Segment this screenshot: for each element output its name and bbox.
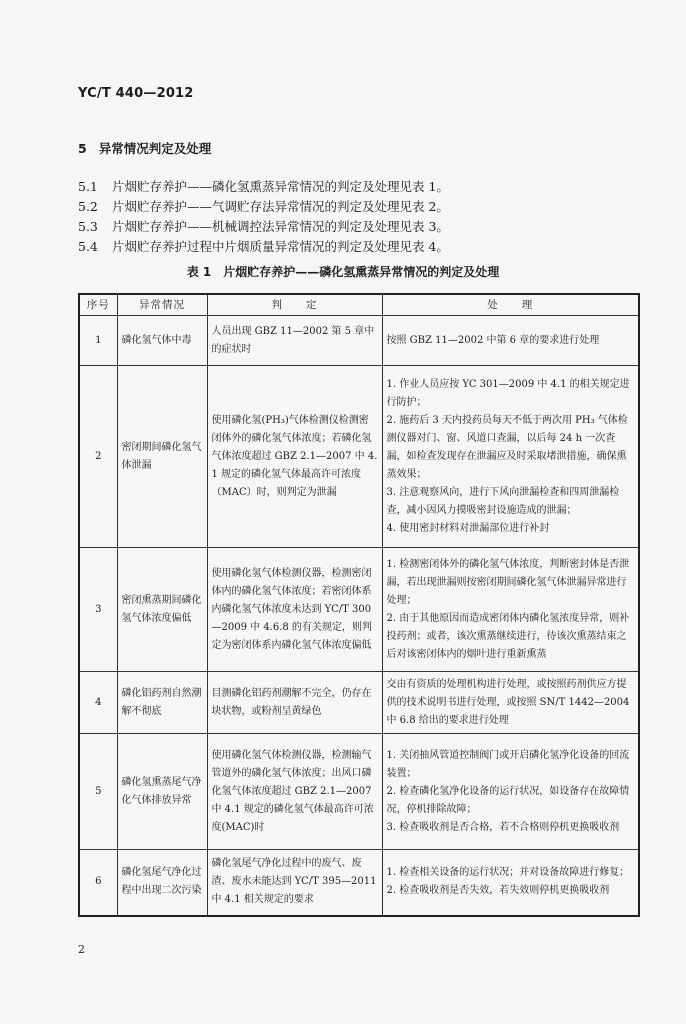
- row-number: 4: [79, 672, 117, 734]
- row-number: 2: [79, 366, 117, 548]
- abnormal-cell: 磷化氢气体中毒: [117, 316, 207, 366]
- handle-line: 2. 检查磷化氢净化设备的运行状况，如设备存在故障情况，停机排除故障；: [386, 785, 630, 815]
- row-number: 5: [79, 734, 117, 850]
- section-heading: [78, 139, 211, 157]
- judge-cell: 使用磷化氢气体检测仪器，检测输气管道外的磷化氢气体浓度；出风口磷化氢气体浓度超过 GBZ 2.1—2007 中 4.1 规定的磷化氢气体最高许可浓度(MAC)时: [207, 734, 382, 850]
- section-number: 5: [78, 141, 87, 156]
- handle-line: 4. 使用密封材料对泄漏部位进行补封: [386, 522, 550, 534]
- table-row: [79, 850, 639, 916]
- handle-cell: [382, 734, 639, 850]
- clause-text: 片烟贮存养护——气调贮存法异常情况的判定及处理见表 2。: [112, 199, 449, 214]
- header-no: 序号: [79, 294, 117, 316]
- judge-cell: 使用磷化氢气体检测仪器，检测密闭体内的磷化氢气体浓度；若密闭体系内磷化氢气体浓度未达到 YC/T 300—2009 中 4.6.8 的有关规定，则判定为密闭体系内磷化氢气体浓度偏低: [207, 548, 382, 672]
- handle-line: 交由有资质的处理机构进行处理，或按照药剂供应方提供的技术说明书进行处理，或按照 SN/T 1442—2004 中 6.8 给出的要求进行处理: [386, 678, 630, 726]
- handle-line: 3. 注意观察风向，进行下风向泄漏检查和四周泄漏检查，减小因风力摸吸密封设施造成的泄漏；: [386, 486, 620, 516]
- abnormal-cell: 磷化氢尾气净化过程中出现二次污染: [117, 850, 207, 916]
- abnormal-handling-table: [78, 293, 640, 917]
- handle-cell: [382, 316, 639, 366]
- clause-number: 5.3: [78, 219, 98, 234]
- abnormal-cell: 密闭熏蒸期间磷化氢气体浓度偏低: [117, 548, 207, 672]
- table-row: [79, 316, 639, 366]
- clause-number: 5.1: [78, 179, 98, 194]
- handle-line: 2. 施药后 3 天内投药员每天不低于两次用 PH₃ 气体检测仪器对门、窗、风道口查漏，以后每 24 h 一次查漏，如检查发现存在泄漏应及时采取堵泄措施，确保熏蒸效果；: [386, 414, 628, 480]
- row-number: 1: [79, 316, 117, 366]
- handle-cell: [382, 548, 639, 672]
- row-number: 6: [79, 850, 117, 916]
- table-row: [79, 548, 639, 672]
- handle-cell: [382, 672, 639, 734]
- clause-number: 5.2: [78, 199, 98, 214]
- judge-cell: 目测磷化铝药剂潮解不完全，仍存在块状物，或粉剂呈黄绿色: [207, 672, 382, 734]
- abnormal-cell: 磷化氢熏蒸尾气净化气体排放异常: [117, 734, 207, 850]
- clause-text: 片烟贮存养护过程中片烟质量异常情况的判定及处理见表 4。: [112, 239, 449, 254]
- clause-list: [78, 177, 638, 257]
- handle-line: 3. 检查吸收剂是否合格，若不合格则停机更换吸收剂: [386, 821, 620, 833]
- clause-number: 5.4: [78, 239, 98, 254]
- header-abnormal: 异常情况: [117, 294, 207, 316]
- row-number: 3: [79, 548, 117, 672]
- clause-item: [78, 237, 638, 257]
- clause-text: 片烟贮存养护——机械调控法异常情况的判定及处理见表 3。: [112, 219, 449, 234]
- handle-line: 2. 由于其他原因而造成密闭体内磷化氢浓度异常，则补投药剂；或者，该次熏蒸继续进行，待该次熏蒸结束之后对该密闭体内的烟叶进行重新熏蒸: [386, 612, 630, 660]
- abnormal-cell: 磷化铝药剂自然潮解不彻底: [117, 672, 207, 734]
- page-number: 2: [78, 943, 85, 956]
- header-judge: 判 定: [207, 294, 382, 316]
- table-caption: 表 1 片烟贮存养护——磷化氢熏蒸异常情况的判定及处理: [186, 265, 500, 279]
- handle-line: 1. 检查相关设备的运行状况；并对设备故障进行修复；: [386, 867, 630, 879]
- document-code: YC/T 440—2012: [78, 86, 194, 101]
- handle-cell: [382, 366, 639, 548]
- handle-line: 1. 关闭抽风管道控制阀门或开启磷化氢净化设备的回流装置；: [386, 749, 630, 779]
- clause-item: [78, 177, 638, 197]
- section-title: 异常情况判定及处理: [98, 141, 212, 156]
- judge-cell: 磷化氢尾气净化过程中的废气、废渣、废水未能达到 YC/T 395—2011 中 4.1 相关规定的要求: [207, 850, 382, 916]
- handle-line: 1. 作业人员应按 YC 301—2009 中 4.1 的相关规定进行防护；: [386, 378, 630, 408]
- judge-cell: 人员出现 GBZ 11—2002 第 5 章中的症状时: [207, 316, 382, 366]
- header-handle: 处 理: [382, 294, 639, 316]
- table-header-row: [79, 294, 639, 316]
- handle-line: 2. 检查吸收剂是否失效，若失效则停机更换吸收剂: [386, 885, 610, 897]
- handle-line: 1. 检测密闭体外的磷化氢气体浓度，判断密封体是否泄漏，若出现泄漏则按密闭期间磷化氢气体泄漏异常进行处理；: [386, 558, 630, 606]
- table-row: [79, 734, 639, 850]
- handle-cell: [382, 850, 639, 916]
- clause-item: [78, 197, 638, 217]
- table-row: [79, 672, 639, 734]
- handle-line: 按照 GBZ 11—2002 中第 6 章的要求进行处理: [386, 334, 600, 346]
- judge-cell: 使用磷化氢(PH₃)气体检测仪检测密闭体外的磷化氢气体浓度；若磷化氢气体浓度超过 GBZ 2.1—2007 中 4.1 规定的磷化氢气体最高许可浓度（MAC）时，则判定为泄漏: [207, 366, 382, 548]
- table-row: [79, 366, 639, 548]
- clause-item: [78, 217, 638, 237]
- clause-text: 片烟贮存养护——磷化氢熏蒸异常情况的判定及处理见表 1。: [112, 179, 449, 194]
- abnormal-cell: 密闭期间磷化氢气体泄漏: [117, 366, 207, 548]
